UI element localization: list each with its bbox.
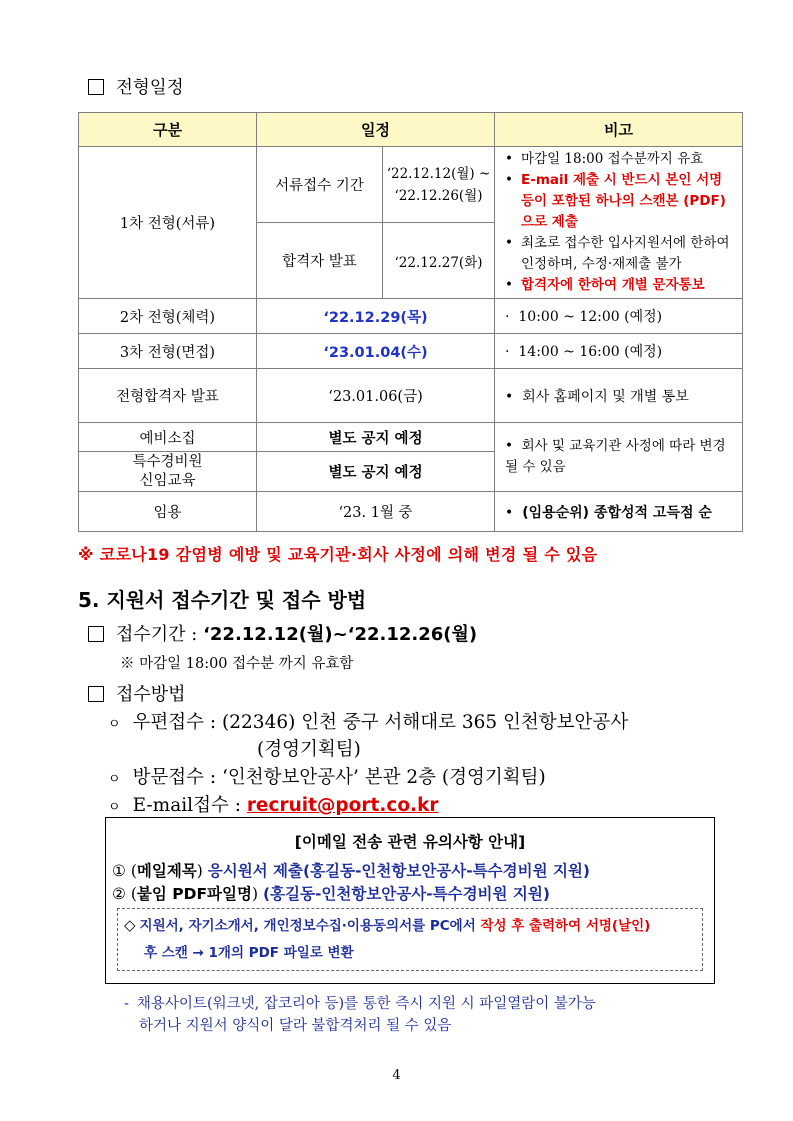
notice-inner-line-2: 후 스캔 → 1개의 PDF 파일로 변환: [144, 945, 354, 961]
round1-doc-date: [383, 147, 495, 223]
footnote-line-2: 하거나 지원서 양식이 달라 불합격처리 될 수 있음: [139, 1018, 452, 1034]
round1-pass-label: 합격자 발표: [257, 223, 383, 299]
round3-date: ‘23.01.04(수): [257, 334, 495, 369]
checkbox-square-icon: [88, 686, 104, 702]
final-note: [495, 369, 743, 423]
mail-line: [108, 708, 628, 734]
table-row: [79, 299, 743, 334]
method-label: 접수방법: [116, 684, 186, 705]
table-row: [79, 492, 743, 532]
notice-title: [이메일 전송 관련 유의사항 안내]: [294, 833, 526, 851]
page-number: 4: [392, 1068, 401, 1083]
round2-label: 2차 전형(체력): [79, 299, 257, 334]
notice-inner-part2: 작성 후 출력하여 서명(날인): [480, 918, 651, 934]
training-label: [79, 452, 257, 492]
reserve-date: 별도 공지 예정: [257, 423, 495, 452]
table-row: [79, 147, 743, 223]
header-category: 구분: [79, 113, 257, 147]
period-line: [88, 620, 477, 646]
email-label: E-mail접수 :: [132, 795, 247, 816]
footnote-line-1: [124, 993, 596, 1015]
notice-item-2: [112, 882, 550, 904]
training-date: 별도 공지 예정: [257, 452, 495, 492]
round3-note: [495, 334, 743, 369]
notice-item2-prefix: ② (: [112, 885, 137, 903]
email-notice-box: [105, 817, 715, 984]
circle-bullet-icon: ㅇ: [108, 717, 121, 732]
round2-note: [495, 299, 743, 334]
appoint-date: ‘23. 1월 중: [257, 492, 495, 532]
note-text: 마감일 18:00 접수분까지 유효: [521, 151, 704, 167]
appoint-note: [495, 492, 743, 532]
section5-title: 5. 지원서 접수기간 및 접수 방법: [78, 588, 367, 612]
bullet-icon: •: [505, 504, 514, 521]
shared-note: [495, 423, 743, 492]
round1-notes-list: [495, 147, 742, 298]
list-item: [503, 170, 738, 233]
header-schedule: 일정: [257, 113, 495, 147]
table-row: [79, 423, 743, 452]
list-item: [503, 233, 738, 275]
notice-item2-value: (홍길동-인천항보안공사-특수경비원 지원): [262, 885, 550, 903]
final-date: ‘23.01.06(금): [257, 369, 495, 423]
reserve-label: 예비소집: [79, 423, 257, 452]
circle-bullet-icon: ㅇ: [108, 800, 121, 815]
round1-notes: [495, 147, 743, 299]
round3-label: 3차 전형(면접): [79, 334, 257, 369]
footnote: [124, 993, 596, 1037]
training-label-line1: 특수경비원: [132, 453, 203, 470]
header-remarks: 비고: [495, 113, 743, 147]
bullet-icon: •: [505, 277, 513, 293]
deadline-note: ※ 마감일 18:00 접수분 까지 유효함: [120, 656, 354, 672]
round1-doc-label: 서류접수 기간: [257, 147, 383, 223]
notice-item1-label: 메일제목: [136, 862, 197, 880]
appoint-note-text: (임용순위) 종합성적 고득점 순: [522, 504, 712, 521]
notice-item1-prefix: ① (: [112, 862, 137, 880]
training-label-line2: 신임교육: [139, 472, 196, 489]
dash-icon: -: [124, 996, 129, 1012]
list-item: [503, 275, 738, 296]
appoint-label: 임용: [79, 492, 257, 532]
round1-doc-date-end: ‘22.12.26(월): [394, 187, 483, 204]
final-label: 전형합격자 발표: [79, 369, 257, 423]
round1-pass-date: ‘22.12.27(화): [383, 223, 495, 299]
note-text: E-mail 제출 시 반드시 본인 서명 등이 포함된 하나의 스캔본 (PDF)으로 제출: [521, 172, 726, 230]
circle-bullet-icon: ㅇ: [108, 772, 121, 787]
email-line: [108, 791, 439, 817]
schedule-table: [78, 112, 743, 532]
checkbox-square-icon: [88, 626, 104, 642]
round1-label: 1차 전형(서류): [79, 147, 257, 299]
notice-inner-part1: 지원서, 자기소개서, 개인정보수집·이용동의서를 PC에서: [139, 918, 481, 934]
final-note-text: 회사 홈페이지 및 개별 통보: [522, 388, 689, 405]
notice-item2-mid: ): [251, 885, 263, 903]
table-header-row: [79, 113, 743, 147]
mail-line-2: (경영기획팀): [257, 739, 361, 760]
list-item: [503, 149, 738, 170]
round1-doc-date-start: ‘22.12.12(월) ~: [386, 165, 491, 182]
bullet-icon: •: [505, 172, 513, 188]
covid-note: ※ 코로나19 감염병 예방 및 교육기관·회사 사정에 의해 변경 될 수 있음: [78, 545, 598, 564]
note-text: 합격자에 한하여 개별 문자통보: [521, 277, 705, 293]
period-value: ‘22.12.12(월)~‘22.12.26(월): [203, 624, 478, 645]
shared-note-text: 회사 및 교육기관 사정에 따라 변경 될 수 있음: [505, 438, 726, 475]
bullet-icon: ·: [505, 344, 510, 360]
period-label: 접수기간 :: [116, 624, 204, 645]
round2-note-text: 10:00 ~ 12:00 (예정): [518, 309, 663, 325]
bullet-icon: •: [505, 388, 514, 405]
visit-line: [108, 763, 546, 789]
notice-item2-label: 붙임 PDF파일명: [136, 885, 252, 903]
notice-item1-mid: ): [196, 862, 208, 880]
table-row: [79, 334, 743, 369]
notice-inner-line-1: [124, 914, 650, 934]
notice-item-1: [112, 859, 590, 881]
round3-note-text: 14:00 ~ 16:00 (예정): [518, 344, 663, 360]
bullet-icon: •: [505, 438, 513, 454]
notice-inner-box: [117, 908, 703, 971]
visit-line-text: 방문접수 : ‘인천항보안공사’ 본관 2층 (경영기획팀): [132, 767, 546, 788]
checkbox-square-icon: [88, 79, 104, 95]
schedule-heading: [88, 74, 184, 99]
notice-item1-value: 응시원서 제출(홍길동-인천항보안공사-특수경비원 지원): [207, 862, 590, 880]
footnote-line1-text: 채용사이트(워크넷, 잡코리아 등)를 통한 즉시 지원 시 파일열람이 불가능: [136, 996, 596, 1012]
diamond-icon: ◇: [124, 916, 136, 934]
mail-line-text: 우편접수 : (22346) 인천 중구 서해대로 365 인천항보안공사: [132, 712, 629, 733]
bullet-icon: •: [505, 235, 513, 251]
round2-date: ‘22.12.29(목): [257, 299, 495, 334]
schedule-heading-text: 전형일정: [116, 78, 184, 98]
bullet-icon: ·: [505, 309, 510, 325]
bullet-icon: •: [505, 151, 513, 167]
note-text: 최초로 접수한 입사지원서에 한하여 인정하며, 수정·재제출 불가: [521, 235, 730, 272]
email-link[interactable]: recruit@port.co.kr: [246, 795, 439, 816]
method-line: [88, 680, 186, 706]
table-row: [79, 369, 743, 423]
